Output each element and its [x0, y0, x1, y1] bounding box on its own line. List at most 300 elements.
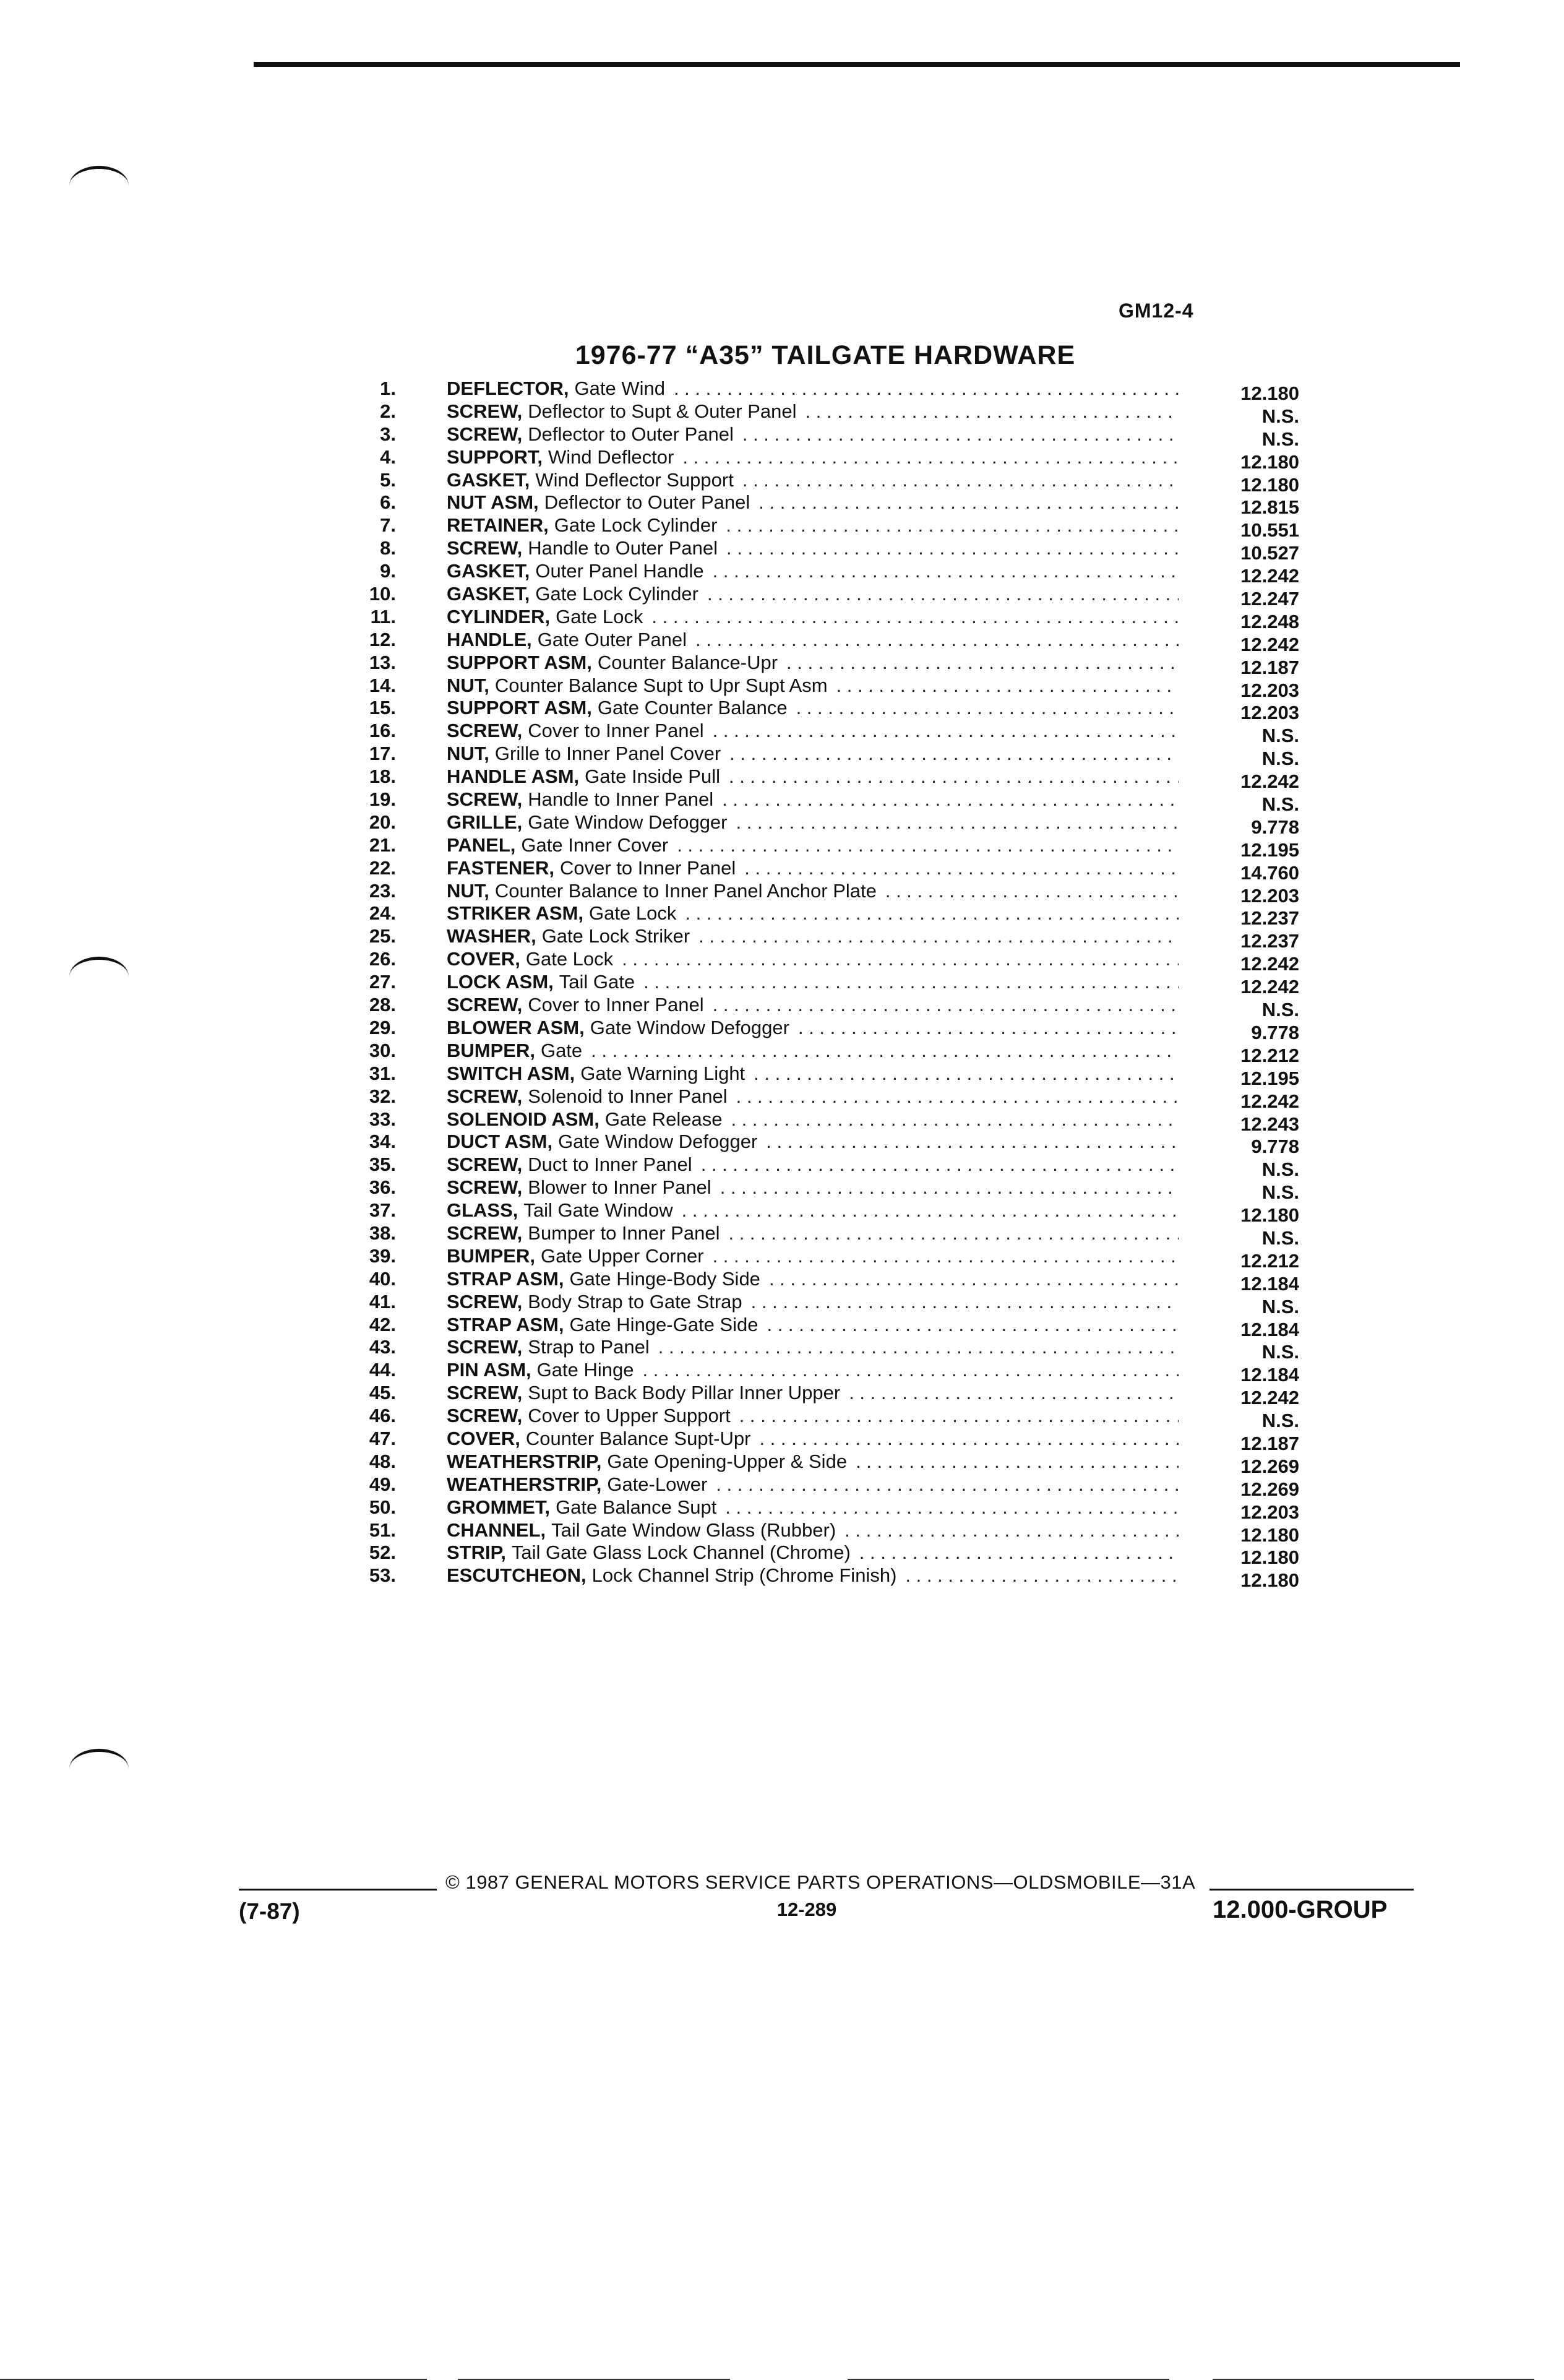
part-description — [447, 811, 1179, 834]
part-detail: Grille to Inner Panel Cover — [494, 743, 721, 765]
part-name: NUT ASM, — [447, 491, 539, 514]
part-number: 30. — [369, 1039, 396, 1061]
part-number: 2. — [380, 400, 396, 422]
dot-leader — [766, 1131, 1179, 1153]
part-detail: Gate Upper Corner — [540, 1244, 704, 1267]
part-row — [328, 1496, 1312, 1523]
part-detail: Outer Panel Handle — [535, 560, 704, 582]
part-row — [328, 971, 1312, 998]
part-detail: Cover to Inner Panel — [528, 720, 704, 742]
part-number: 32. — [369, 1085, 396, 1107]
part-number: 24. — [369, 902, 396, 925]
group-number: 12.184 — [1240, 1318, 1299, 1340]
dot-leader — [701, 1153, 1179, 1176]
group-number: 12.184 — [1240, 1272, 1299, 1295]
part-detail: Gate Balance Supt — [556, 1496, 717, 1518]
part-name: STRIP, — [447, 1541, 506, 1564]
part-description — [447, 583, 1179, 606]
part-description — [447, 400, 1179, 423]
group-number: 12.212 — [1240, 1249, 1299, 1272]
part-name: LOCK ASM, — [447, 971, 554, 993]
part-row — [328, 446, 1312, 473]
part-number: 8. — [380, 537, 396, 559]
part-detail: Wind Deflector Support — [535, 468, 734, 491]
part-description — [447, 514, 1179, 537]
part-description — [447, 1451, 1179, 1473]
part-number: 17. — [369, 743, 396, 765]
group-number: 12.180 — [1240, 473, 1299, 496]
part-name: SWITCH ASM, — [447, 1062, 575, 1084]
part-row — [328, 856, 1312, 884]
dot-leader — [905, 1564, 1179, 1587]
parts-list — [328, 377, 1312, 1592]
group-number: 14.760 — [1240, 861, 1299, 884]
dot-leader — [722, 788, 1179, 811]
part-name: SCREW, — [447, 537, 523, 559]
part-description — [447, 902, 1179, 925]
part-number: 13. — [369, 651, 396, 673]
part-row — [328, 697, 1312, 724]
dot-leader — [742, 423, 1179, 446]
dot-leader — [658, 1336, 1179, 1359]
dot-leader — [698, 925, 1179, 948]
dot-leader — [751, 1291, 1179, 1314]
dot-leader — [742, 469, 1179, 492]
part-detail: Gate Window Defogger — [590, 1016, 789, 1038]
part-name: SCREW, — [447, 1222, 523, 1244]
part-detail: Gate Lock — [556, 605, 643, 627]
part-detail: Tail Gate Glass Lock Channel (Chrome) — [511, 1541, 851, 1564]
part-row — [328, 605, 1312, 632]
part-name: GROMMET, — [447, 1496, 551, 1518]
part-row — [328, 468, 1312, 496]
part-row — [328, 674, 1312, 701]
part-description — [447, 1496, 1179, 1519]
part-number: 6. — [380, 491, 396, 514]
part-description — [447, 675, 1179, 697]
part-number: 20. — [369, 811, 396, 833]
group-number: 12.180 — [1240, 382, 1299, 404]
part-row — [328, 583, 1312, 610]
part-description — [447, 423, 1179, 446]
dot-leader — [729, 765, 1179, 788]
part-number: 3. — [380, 423, 396, 445]
part-number: 29. — [369, 1016, 396, 1038]
part-detail: Body Strap to Gate Strap — [528, 1290, 742, 1313]
part-name: SCREW, — [447, 1153, 523, 1176]
part-name: CHANNEL, — [447, 1519, 546, 1541]
dot-leader — [643, 971, 1179, 994]
part-row — [328, 1153, 1312, 1181]
dot-leader — [758, 491, 1179, 514]
dot-leader — [713, 720, 1179, 743]
part-name: WEATHERSTRIP, — [447, 1450, 602, 1472]
dot-leader — [796, 697, 1179, 720]
group-number: N.S. — [1261, 725, 1299, 747]
part-number: 51. — [369, 1519, 396, 1541]
part-detail: Lock Channel Strip (Chrome Finish) — [591, 1564, 897, 1587]
part-number: 33. — [369, 1108, 396, 1130]
dot-leader — [682, 446, 1179, 469]
part-detail: Duct to Inner Panel — [528, 1153, 692, 1176]
part-row — [328, 560, 1312, 587]
dot-leader — [729, 743, 1179, 765]
margin-punch-mark — [69, 166, 129, 194]
group-number: 12.203 — [1240, 702, 1299, 724]
part-detail: Cover to Upper Support — [528, 1405, 731, 1427]
part-detail: Gate Lock Striker — [541, 925, 690, 947]
part-name: GLASS, — [447, 1199, 518, 1222]
part-description — [447, 469, 1179, 492]
part-detail: Counter Balance to Inner Panel Anchor Plate — [494, 879, 877, 902]
part-description — [447, 948, 1179, 971]
part-name: SOLENOID ASM, — [447, 1108, 599, 1130]
part-row — [328, 377, 1312, 404]
part-row — [328, 720, 1312, 747]
part-description — [447, 925, 1179, 948]
part-detail: Deflector to Outer Panel — [544, 491, 750, 514]
part-name: SUPPORT ASM, — [447, 697, 592, 719]
part-description — [447, 994, 1179, 1017]
part-detail: Handle to Inner Panel — [528, 788, 714, 811]
part-row — [328, 1039, 1312, 1066]
dot-leader — [713, 560, 1179, 583]
part-row — [328, 743, 1312, 770]
part-number: 18. — [369, 765, 396, 788]
part-name: RETAINER, — [447, 514, 549, 537]
group-number: N.S. — [1261, 405, 1299, 427]
part-name: STRAP ASM, — [447, 1313, 564, 1335]
part-row — [328, 1290, 1312, 1317]
part-description — [447, 1336, 1179, 1359]
part-number: 31. — [369, 1062, 396, 1084]
part-name: STRAP ASM, — [447, 1267, 564, 1290]
part-name: SUPPORT ASM, — [447, 651, 592, 673]
dot-leader — [726, 514, 1179, 537]
part-number: 44. — [369, 1359, 396, 1381]
part-description — [447, 1405, 1179, 1428]
part-row — [328, 537, 1312, 564]
part-description — [447, 1564, 1179, 1587]
part-description — [447, 1199, 1179, 1222]
part-name: GASKET, — [447, 560, 530, 582]
part-detail: Deflector to Outer Panel — [528, 423, 734, 445]
part-detail: Strap to Panel — [528, 1336, 650, 1358]
part-description — [447, 537, 1179, 560]
group-number: 12.203 — [1240, 884, 1299, 907]
part-row — [328, 1085, 1312, 1112]
part-detail: Bumper to Inner Panel — [528, 1222, 720, 1244]
group-number: 12.269 — [1240, 1455, 1299, 1477]
group-number: 10.551 — [1240, 519, 1299, 541]
dot-leader — [716, 1473, 1179, 1496]
part-number: 37. — [369, 1199, 396, 1222]
part-row — [328, 400, 1312, 427]
group-number: 12.180 — [1240, 1204, 1299, 1227]
group-number: 12.180 — [1240, 1569, 1299, 1592]
part-row — [328, 811, 1312, 838]
part-detail: Gate Lock Cylinder — [535, 583, 698, 605]
part-name: SCREW, — [447, 1290, 523, 1313]
part-number: 46. — [369, 1405, 396, 1427]
part-description — [447, 1382, 1179, 1405]
group-number: 12.242 — [1240, 1387, 1299, 1409]
part-name: DEFLECTOR, — [447, 377, 569, 399]
part-row — [328, 1131, 1312, 1158]
part-description — [447, 1085, 1179, 1108]
part-number: 9. — [380, 560, 396, 582]
dot-leader — [806, 400, 1179, 423]
dot-leader — [651, 606, 1179, 629]
part-description — [447, 880, 1179, 903]
part-detail: Gate Warning Light — [580, 1062, 745, 1084]
page-title: 1976-77 “A35” TAILGATE HARDWARE — [575, 340, 1076, 370]
group-number: 12.243 — [1240, 1113, 1299, 1135]
part-number: 48. — [369, 1450, 396, 1472]
group-number: N.S. — [1261, 999, 1299, 1021]
part-detail: Gate Hinge-Body Side — [569, 1267, 760, 1290]
part-name: SCREW, — [447, 720, 523, 742]
group-number: 12.195 — [1240, 1067, 1299, 1089]
part-row — [328, 1405, 1312, 1432]
group-number: 9.778 — [1251, 816, 1299, 838]
dot-leader — [725, 1496, 1179, 1519]
part-row — [328, 788, 1312, 816]
part-name: ESCUTCHEON, — [447, 1564, 586, 1587]
part-name: SCREW, — [447, 423, 523, 445]
part-detail: Tail Gate — [559, 971, 635, 993]
page-code: GM12-4 — [1119, 300, 1194, 322]
dot-leader — [677, 834, 1179, 857]
part-description — [447, 1291, 1179, 1314]
dot-leader — [786, 652, 1179, 675]
part-description — [447, 1063, 1179, 1085]
dot-leader — [728, 1222, 1179, 1245]
part-description — [447, 1153, 1179, 1176]
part-name: SUPPORT, — [447, 446, 543, 468]
part-detail: Gate Opening-Upper & Side — [607, 1450, 848, 1472]
part-detail: Handle to Outer Panel — [528, 537, 718, 559]
part-detail: Gate Counter Balance — [597, 697, 788, 719]
part-detail: Gate Inside Pull — [585, 765, 720, 788]
part-number: 23. — [369, 879, 396, 902]
dot-leader — [731, 1108, 1179, 1131]
part-description — [447, 491, 1179, 514]
group-number: 12.203 — [1240, 1501, 1299, 1523]
part-detail: Blower to Inner Panel — [528, 1176, 711, 1199]
group-number: 12.180 — [1240, 451, 1299, 473]
part-number: 26. — [369, 948, 396, 970]
part-number: 34. — [369, 1131, 396, 1153]
part-description — [447, 629, 1179, 652]
group-number: N.S. — [1261, 1227, 1299, 1249]
group-number: 12.203 — [1240, 679, 1299, 701]
part-row — [328, 1244, 1312, 1272]
group-number: 12.187 — [1240, 1432, 1299, 1454]
group-number: 12.242 — [1240, 565, 1299, 587]
part-number: 53. — [369, 1564, 396, 1587]
part-name: SCREW, — [447, 788, 523, 811]
part-number: 7. — [380, 514, 396, 537]
part-number: 36. — [369, 1176, 396, 1199]
part-description — [447, 1473, 1179, 1496]
part-description — [447, 971, 1179, 994]
part-row — [328, 1359, 1312, 1386]
group-number: 9.778 — [1251, 1136, 1299, 1158]
part-detail: Gate Lock — [589, 902, 677, 925]
group-number: N.S. — [1261, 748, 1299, 770]
part-row — [328, 902, 1312, 929]
part-row — [328, 765, 1312, 793]
part-row — [328, 1450, 1312, 1477]
part-description — [447, 788, 1179, 811]
part-name: GASKET, — [447, 468, 530, 491]
group-number: N.S. — [1261, 1410, 1299, 1432]
part-name: NUT, — [447, 879, 489, 902]
group-number: 12.247 — [1240, 588, 1299, 610]
group-number: 12.242 — [1240, 1090, 1299, 1112]
part-number: 12. — [369, 628, 396, 650]
part-row — [328, 879, 1312, 907]
part-number: 35. — [369, 1153, 396, 1176]
dot-leader — [759, 1428, 1179, 1451]
part-detail: Gate Wind — [574, 377, 665, 399]
part-row — [328, 1382, 1312, 1409]
part-row — [328, 1541, 1312, 1569]
part-description — [447, 1176, 1179, 1199]
part-description — [447, 1268, 1179, 1291]
dot-leader — [591, 1040, 1179, 1063]
part-row — [328, 491, 1312, 519]
margin-punch-mark — [69, 957, 129, 985]
dot-leader — [685, 902, 1179, 925]
part-row — [328, 1519, 1312, 1546]
part-row — [328, 1062, 1312, 1089]
group-number: 12.815 — [1240, 496, 1299, 519]
part-number: 16. — [369, 720, 396, 742]
part-name: GASKET, — [447, 583, 530, 605]
margin-punch-mark — [69, 1749, 129, 1777]
part-number: 45. — [369, 1382, 396, 1404]
dot-leader — [769, 1268, 1179, 1291]
part-number: 43. — [369, 1336, 396, 1358]
footer-group: 12.000-GROUP — [1213, 1896, 1388, 1923]
part-number: 42. — [369, 1313, 396, 1335]
part-row — [328, 1267, 1312, 1295]
group-number: 12.242 — [1240, 633, 1299, 655]
part-detail: Gate Window Defogger — [558, 1131, 758, 1153]
group-number: N.S. — [1261, 1341, 1299, 1363]
part-detail: Gate Outer Panel — [537, 628, 687, 650]
dot-leader — [856, 1451, 1179, 1473]
part-number: 4. — [380, 446, 396, 468]
part-row — [328, 1427, 1312, 1454]
part-name: DUCT ASM, — [447, 1131, 553, 1153]
part-row — [328, 1336, 1312, 1363]
part-name: SCREW, — [447, 1176, 523, 1199]
part-name: PIN ASM, — [447, 1359, 531, 1381]
part-detail: Solenoid to Inner Panel — [528, 1085, 728, 1107]
dot-leader — [736, 1085, 1179, 1108]
part-row — [328, 423, 1312, 450]
part-number: 22. — [369, 856, 396, 879]
part-description — [447, 765, 1179, 788]
part-name: COVER, — [447, 948, 520, 970]
dot-leader — [739, 1405, 1179, 1428]
part-detail: Counter Balance Supt-Upr — [525, 1427, 751, 1449]
part-detail: Counter Balance-Upr — [597, 651, 778, 673]
dot-leader — [682, 1199, 1179, 1222]
dot-leader — [849, 1382, 1179, 1405]
part-description — [447, 1040, 1179, 1063]
part-description — [447, 743, 1179, 765]
part-detail: Gate-Lower — [607, 1473, 708, 1495]
part-description — [447, 1359, 1179, 1382]
dot-leader — [859, 1541, 1179, 1564]
part-row — [328, 651, 1312, 678]
part-name: BUMPER, — [447, 1039, 535, 1061]
part-number: 27. — [369, 971, 396, 993]
part-name: CYLINDER, — [447, 605, 551, 627]
part-number: 14. — [369, 674, 396, 696]
part-detail: Gate Lock — [525, 948, 614, 970]
part-name: WASHER, — [447, 925, 536, 947]
group-number: 12.237 — [1240, 907, 1299, 929]
part-name: SCREW, — [447, 1382, 523, 1404]
footer-page-number: 12-289 — [776, 1899, 837, 1920]
dot-leader — [885, 880, 1179, 903]
part-description — [447, 606, 1179, 629]
part-description — [447, 720, 1179, 743]
part-detail: Gate Window Defogger — [528, 811, 728, 833]
part-row — [328, 925, 1312, 952]
group-number: N.S. — [1261, 1158, 1299, 1181]
group-number: N.S. — [1261, 428, 1299, 450]
group-number: 12.269 — [1240, 1478, 1299, 1500]
part-description — [447, 1245, 1179, 1268]
part-name: SCREW, — [447, 994, 523, 1016]
dot-leader — [798, 1017, 1179, 1040]
part-number: 50. — [369, 1496, 396, 1518]
part-row — [328, 514, 1312, 541]
part-number: 11. — [370, 605, 396, 627]
dot-leader — [674, 377, 1179, 400]
footer-copyright: © 1987 GENERAL MOTORS SERVICE PARTS OPERATIONS—OLDSMOBILE—31A — [445, 1871, 1196, 1893]
part-description — [447, 1314, 1179, 1337]
part-name: SCREW, — [447, 1336, 523, 1358]
part-name: SCREW, — [447, 400, 523, 422]
part-name: GRILLE, — [447, 811, 523, 833]
part-name: PANEL, — [447, 834, 516, 856]
dot-leader — [622, 948, 1179, 971]
footer-rule-left — [239, 1889, 437, 1891]
part-number: 28. — [369, 994, 396, 1016]
part-detail: Tail Gate Window — [523, 1199, 673, 1222]
part-name: SCREW, — [447, 1405, 523, 1427]
group-number: 12.187 — [1240, 656, 1299, 678]
part-detail: Deflector to Supt & Outer Panel — [528, 400, 797, 422]
group-number: 12.184 — [1240, 1364, 1299, 1386]
part-row — [328, 1473, 1312, 1500]
group-number: 12.180 — [1240, 1546, 1299, 1569]
dot-leader — [844, 1519, 1179, 1542]
part-row — [328, 1108, 1312, 1135]
part-description — [447, 446, 1179, 469]
part-row — [328, 994, 1312, 1021]
dot-leader — [707, 583, 1179, 606]
part-number: 1. — [380, 377, 396, 399]
dot-leader — [720, 1176, 1179, 1199]
